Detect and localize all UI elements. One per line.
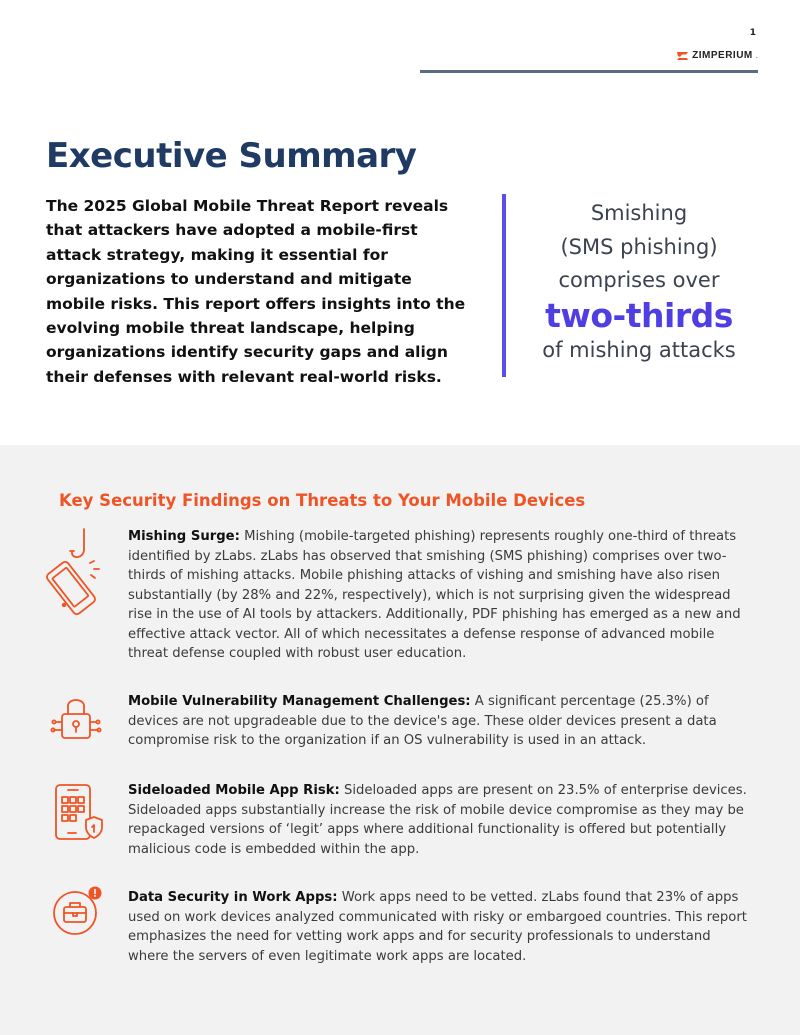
header-rule (420, 70, 758, 73)
finding-vulnerability-management (128, 692, 754, 751)
page-title: Executive Summary (46, 136, 417, 176)
intro-paragraph: The 2025 Global Mobile Threat Report reveals that attackers have adopted a mobile-first attack strategy, making it essential for organizations to understand and mitigate mobile risks. This report offers insights into the evolving mobile threat landscape, helping organizations identify security gaps and align their defenses with relevant real-world risks. (46, 197, 466, 386)
finding-text: A significant percentage (25.3%) of devices are not upgradeable due to the device's age. These older devices present a data compromise risk to the organization if an OS vulnerability is used in an attack. (128, 694, 717, 748)
logo-text: ZIMPERIUM (692, 50, 753, 61)
callout-line-3: comprises over (558, 268, 720, 292)
callout-box (518, 197, 760, 367)
finding-text: Work apps need to be vetted. zLabs found that 23% of apps used on work devices analyzed communicated with risky or embargoed countries. This report emphasizes the need for vetting work apps and for security professionals to understand where the servers of even legitimate work apps are located. (128, 890, 747, 964)
zimperium-logo (676, 50, 758, 61)
phishing-hook-phone-icon (44, 527, 110, 619)
finding-sideloaded-app-risk (128, 781, 754, 859)
callout-line-4: of mishing attacks (542, 337, 736, 362)
finding-work-app-data-security (128, 888, 754, 966)
finding-text: Mishing (mobile-targeted phishing) represents roughly one-third of threats identified by zLabs. zLabs has observed that smishing (SMS phishing) comprises over two-thirds of mishing attacks. Mobile phishing attacks of vishing and smishing have also risen substantially (by 28% and 22%, respectively), which is not surprising given the widespread rise in the use of AI tools by attackers. Additionally, PDF phishing has emerged as a new and effective attack vector. All of which necessitates a defense response of advanced mobile threat defense coupled with robust user education. (128, 529, 741, 661)
finding-mishing-surge (128, 527, 754, 664)
phone-apps-shield-icon (54, 783, 106, 843)
finding-text: Sideloaded apps are present on 23.5% of enterprise devices. Sideloaded apps substantially increase the risk of mobile device compromise as they may be repackaged versions of ‘legit’ apps where additional functionality is offered but potentially malicious code is embedded within the app. (128, 783, 747, 857)
finding-lead: Sideloaded Mobile App Risk: (128, 783, 340, 798)
callout-emphasis: two-thirds (545, 295, 733, 335)
circuit-lock-icon (50, 694, 102, 746)
finding-lead: Mobile Vulnerability Management Challenges: (128, 694, 471, 709)
callout-line-1: Smishing (590, 201, 688, 225)
finding-lead: Data Security in Work Apps: (128, 890, 338, 905)
logo-mark-dot: . (755, 51, 758, 60)
callout-line-2: (SMS phishing) (560, 234, 718, 259)
callout-accent-bar (502, 194, 506, 377)
page-number: 1 (749, 28, 756, 38)
zimperium-logo-mark-icon (676, 51, 689, 61)
findings-title: Key Security Findings on Threats to Your Mobile Devices (59, 491, 586, 510)
finding-lead: Mishing Surge: (128, 529, 240, 544)
briefcase-alert-icon (50, 885, 104, 937)
